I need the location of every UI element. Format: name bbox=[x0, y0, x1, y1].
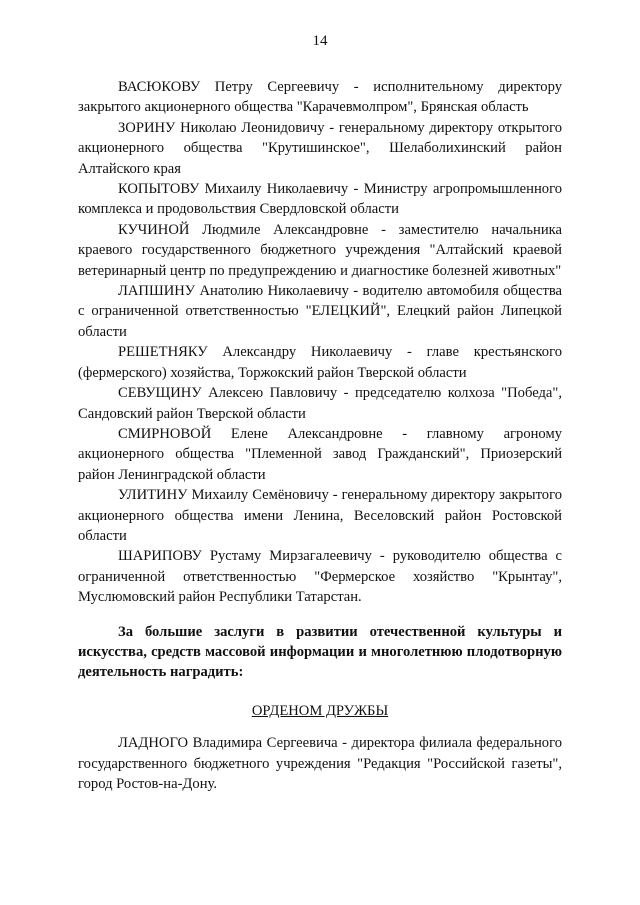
decree-paragraph: За большие заслуги в развитии отечественной культуры и искусства, средств массовой информации и многолетнюю плодотворную деятельность наградить: bbox=[78, 623, 562, 681]
award-entry-kopytov: КОПЫТОВУ Михаилу Николаевичу - Министру агропромышленного комплекса и продовольствия Свердловской области bbox=[78, 181, 562, 218]
award-heading: ОРДЕНОМ ДРУЖБЫ bbox=[251, 702, 389, 719]
award-entry-vasyukov: ВАСЮКОВУ Петру Сергеевичу - исполнительному директору закрытого акционерного общества "Карачевмолпром", Брянская область bbox=[78, 79, 562, 116]
award-entry-sevushchin: СЕВУЩИНУ Алексею Павловичу - председателю колхоза "Победа", Сандовский район Тверской области bbox=[78, 385, 562, 422]
award-entry-kuchina: КУЧИНОЙ Людмиле Александровне - заместителю начальника краевого государственного бюджетного учреждения "Алтайский краевой ветеринарный центр по предупреждению и диагностике болезней животных" bbox=[78, 221, 562, 279]
award-entry-ulitin: УЛИТИНУ Михаилу Семёновичу - генеральному директору закрытого акционерного общества имени Ленина, Веселовский район Ростовской области bbox=[78, 487, 562, 544]
award-entry-reshetnyak: РЕШЕТНЯКУ Александру Николаевичу - главе крестьянского (фермерского) хозяйства, Торжокский район Тверской области bbox=[78, 344, 562, 381]
page-number: 14 bbox=[312, 33, 328, 49]
award-entry-smirnova: СМИРНОВОЙ Елене Александровне - главному агроному акционерного общества "Племенной завод Гражданский", Приозерский район Ленинградской области bbox=[78, 425, 562, 483]
award-entry-sharipov: ШАРИПОВУ Рустаму Мирзагалеевичу - руководителю общества с ограниченной ответственностью "Фермерское хозяйство "Крынтау", Муслюмовский район Республики Татарстан. bbox=[78, 548, 562, 606]
document-body bbox=[78, 77, 562, 794]
award-entry-ladnogo: ЛАДНОГО Владимира Сергеевича - директора филиала федерального государственного бюджетного учреждения "Редакция "Российской газеты", город Ростов-на-Дону. bbox=[78, 735, 562, 792]
award-entry-zorin: ЗОРИНУ Николаю Леонидовичу - генеральному директору открытого акционерного общества "Крутишинское", Шелаболихинский район Алтайского края bbox=[78, 119, 562, 177]
award-entry-lapshin: ЛАПШИНУ Анатолию Николаевичу - водителю автомобиля общества с ограниченной ответственностью "ЕЛЕЦКИЙ", Елецкий район Липецкой области bbox=[78, 283, 562, 340]
